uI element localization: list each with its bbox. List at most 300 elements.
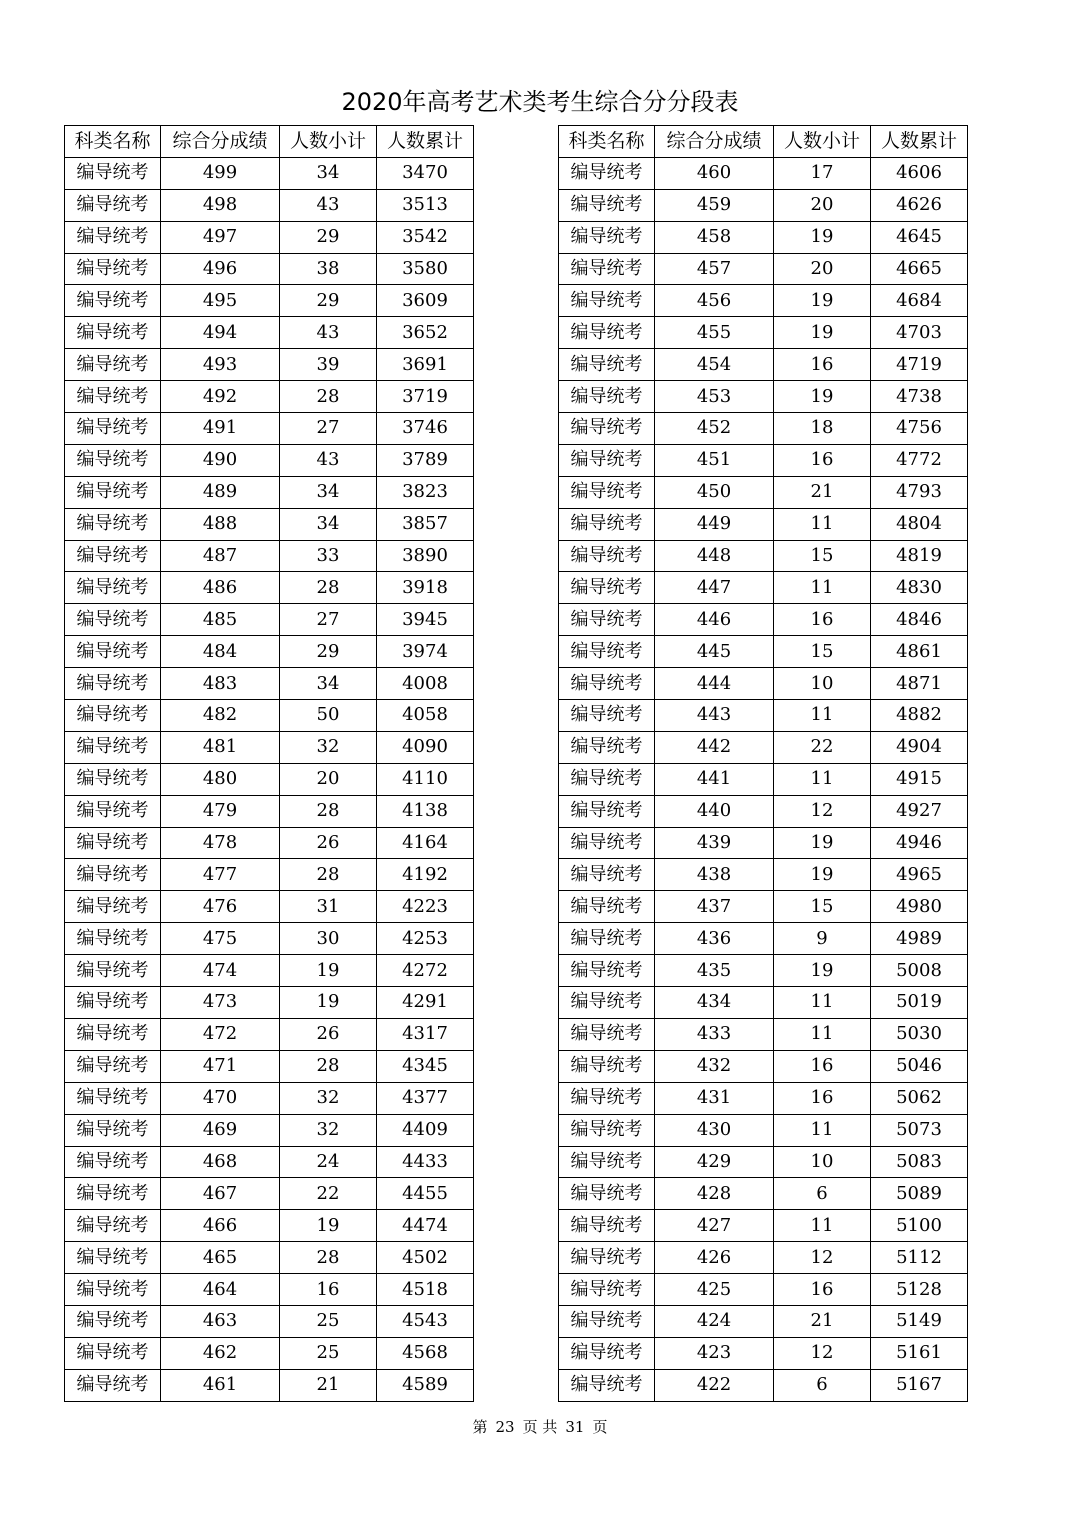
- cell-score: 436: [655, 923, 774, 955]
- cell-score: 459: [655, 189, 774, 221]
- cell-score: 494: [161, 317, 280, 349]
- cell-score: 492: [161, 381, 280, 413]
- cell-score: 487: [161, 540, 280, 572]
- cell-score: 440: [655, 795, 774, 827]
- cell-category: 编导统考: [559, 1082, 655, 1114]
- cell-category: 编导统考: [559, 604, 655, 636]
- cell-count: 19: [280, 987, 377, 1019]
- table-row: [65, 413, 474, 445]
- cell-category: 编导统考: [65, 1178, 161, 1210]
- cell-cumulative: 3691: [377, 349, 474, 381]
- cell-category: 编导统考: [559, 700, 655, 732]
- cell-count: 21: [774, 1305, 871, 1337]
- cell-count: 33: [280, 540, 377, 572]
- table-row: [65, 476, 474, 508]
- cell-count: 50: [280, 700, 377, 732]
- cell-score: 451: [655, 444, 774, 476]
- cell-score: 499: [161, 157, 280, 189]
- cell-category: 编导统考: [559, 1146, 655, 1178]
- cell-category: 编导统考: [559, 317, 655, 349]
- cell-category: 编导统考: [65, 413, 161, 445]
- table-row: [65, 1369, 474, 1401]
- header-cumulative: 人数累计: [377, 126, 474, 158]
- cell-cumulative: 5128: [871, 1274, 968, 1306]
- cell-category: 编导统考: [559, 923, 655, 955]
- cell-cumulative: 5008: [871, 955, 968, 987]
- cell-cumulative: 3890: [377, 540, 474, 572]
- cell-count: 19: [774, 285, 871, 317]
- table-row: [65, 444, 474, 476]
- cell-cumulative: 4223: [377, 891, 474, 923]
- cell-category: 编导统考: [559, 668, 655, 700]
- table-row: [559, 221, 968, 253]
- cell-cumulative: 4665: [871, 253, 968, 285]
- cell-count: 24: [280, 1146, 377, 1178]
- table-row: [65, 1050, 474, 1082]
- header-cumulative: 人数累计: [871, 126, 968, 158]
- cell-score: 444: [655, 668, 774, 700]
- cell-score: 460: [655, 157, 774, 189]
- table-row: [65, 572, 474, 604]
- cell-score: 423: [655, 1337, 774, 1369]
- footer-prefix: 第: [472, 1418, 488, 1436]
- cell-cumulative: 4703: [871, 317, 968, 349]
- cell-category: 编导统考: [559, 987, 655, 1019]
- cell-category: 编导统考: [559, 1369, 655, 1401]
- cell-cumulative: 4846: [871, 604, 968, 636]
- cell-score: 462: [161, 1337, 280, 1369]
- cell-category: 编导统考: [65, 859, 161, 891]
- cell-score: 482: [161, 700, 280, 732]
- cell-score: 432: [655, 1050, 774, 1082]
- score-table-left: [64, 125, 474, 1402]
- cell-count: 27: [280, 413, 377, 445]
- cell-cumulative: 4543: [377, 1305, 474, 1337]
- table-row: [559, 508, 968, 540]
- table-row: [559, 1369, 968, 1401]
- table-row: [65, 221, 474, 253]
- cell-count: 16: [774, 1050, 871, 1082]
- cell-count: 16: [774, 444, 871, 476]
- cell-count: 22: [280, 1178, 377, 1210]
- cell-score: 472: [161, 1018, 280, 1050]
- cell-count: 34: [280, 157, 377, 189]
- cell-category: 编导统考: [559, 763, 655, 795]
- cell-count: 32: [280, 1114, 377, 1146]
- cell-cumulative: 4738: [871, 381, 968, 413]
- table-row: [559, 1082, 968, 1114]
- cell-score: 486: [161, 572, 280, 604]
- cell-cumulative: 5149: [871, 1305, 968, 1337]
- table-row: [559, 1242, 968, 1274]
- cell-count: 29: [280, 285, 377, 317]
- table-row: [559, 1210, 968, 1242]
- cell-score: 443: [655, 700, 774, 732]
- cell-count: 25: [280, 1337, 377, 1369]
- cell-cumulative: 3945: [377, 604, 474, 636]
- cell-score: 469: [161, 1114, 280, 1146]
- cell-cumulative: 3823: [377, 476, 474, 508]
- cell-count: 21: [280, 1369, 377, 1401]
- cell-count: 28: [280, 572, 377, 604]
- cell-category: 编导统考: [559, 1050, 655, 1082]
- cell-count: 16: [774, 1274, 871, 1306]
- cell-cumulative: 4455: [377, 1178, 474, 1210]
- cell-cumulative: 3609: [377, 285, 474, 317]
- table-row: [559, 253, 968, 285]
- cell-score: 453: [655, 381, 774, 413]
- table-row: [65, 1114, 474, 1146]
- cell-category: 编导统考: [65, 827, 161, 859]
- table-row: [65, 731, 474, 763]
- cell-category: 编导统考: [559, 795, 655, 827]
- cell-category: 编导统考: [65, 189, 161, 221]
- cell-cumulative: 4915: [871, 763, 968, 795]
- cell-cumulative: 4989: [871, 923, 968, 955]
- cell-cumulative: 4317: [377, 1018, 474, 1050]
- cell-cumulative: 4138: [377, 795, 474, 827]
- cell-category: 编导统考: [65, 668, 161, 700]
- cell-cumulative: 3580: [377, 253, 474, 285]
- header-category: 科类名称: [559, 126, 655, 158]
- cell-cumulative: 4719: [871, 349, 968, 381]
- cell-count: 18: [774, 413, 871, 445]
- cell-cumulative: 3470: [377, 157, 474, 189]
- cell-score: 498: [161, 189, 280, 221]
- table-row: [559, 636, 968, 668]
- table-row: [559, 157, 968, 189]
- cell-cumulative: 5161: [871, 1337, 968, 1369]
- cell-category: 编导统考: [559, 540, 655, 572]
- footer-suffix: 页: [592, 1418, 608, 1436]
- cell-score: 490: [161, 444, 280, 476]
- cell-cumulative: 3542: [377, 221, 474, 253]
- cell-score: 473: [161, 987, 280, 1019]
- cell-score: 445: [655, 636, 774, 668]
- table-row: [559, 572, 968, 604]
- table-row: [559, 795, 968, 827]
- cell-count: 19: [774, 381, 871, 413]
- cell-score: 433: [655, 1018, 774, 1050]
- cell-score: 449: [655, 508, 774, 540]
- cell-score: 430: [655, 1114, 774, 1146]
- cell-category: 编导统考: [65, 157, 161, 189]
- cell-count: 15: [774, 891, 871, 923]
- table-row: [559, 731, 968, 763]
- cell-cumulative: 4291: [377, 987, 474, 1019]
- cell-cumulative: 5030: [871, 1018, 968, 1050]
- cell-category: 编导统考: [65, 444, 161, 476]
- cell-category: 编导统考: [559, 1305, 655, 1337]
- table-row: [559, 891, 968, 923]
- cell-category: 编导统考: [65, 253, 161, 285]
- cell-category: 编导统考: [65, 1305, 161, 1337]
- table-row: [559, 189, 968, 221]
- cell-category: 编导统考: [559, 891, 655, 923]
- cell-category: 编导统考: [559, 444, 655, 476]
- cell-score: 476: [161, 891, 280, 923]
- cell-category: 编导统考: [65, 731, 161, 763]
- cell-cumulative: 4377: [377, 1082, 474, 1114]
- cell-category: 编导统考: [65, 349, 161, 381]
- cell-category: 编导统考: [559, 157, 655, 189]
- cell-category: 编导统考: [559, 955, 655, 987]
- cell-count: 21: [774, 476, 871, 508]
- table-row: [559, 285, 968, 317]
- cell-category: 编导统考: [65, 1242, 161, 1274]
- cell-cumulative: 4819: [871, 540, 968, 572]
- cell-category: 编导统考: [65, 1210, 161, 1242]
- table-row: [65, 253, 474, 285]
- cell-count: 39: [280, 349, 377, 381]
- cell-category: 编导统考: [65, 795, 161, 827]
- cell-category: 编导统考: [65, 636, 161, 668]
- cell-count: 16: [774, 349, 871, 381]
- cell-count: 11: [774, 508, 871, 540]
- cell-category: 编导统考: [559, 731, 655, 763]
- cell-score: 439: [655, 827, 774, 859]
- cell-category: 编导统考: [559, 1274, 655, 1306]
- cell-score: 496: [161, 253, 280, 285]
- cell-cumulative: 4626: [871, 189, 968, 221]
- cell-category: 编导统考: [559, 636, 655, 668]
- cell-category: 编导统考: [65, 987, 161, 1019]
- table-row: [65, 1242, 474, 1274]
- cell-score: 456: [655, 285, 774, 317]
- footer-page-number: 23: [495, 1418, 515, 1436]
- cell-count: 25: [280, 1305, 377, 1337]
- cell-score: 425: [655, 1274, 774, 1306]
- footer-middle: 页 共: [522, 1418, 558, 1436]
- cell-count: 31: [280, 891, 377, 923]
- cell-cumulative: 4772: [871, 444, 968, 476]
- cell-count: 12: [774, 795, 871, 827]
- cell-score: 450: [655, 476, 774, 508]
- cell-category: 编导统考: [65, 763, 161, 795]
- cell-cumulative: 4927: [871, 795, 968, 827]
- cell-count: 11: [774, 987, 871, 1019]
- table-row: [559, 859, 968, 891]
- table-row: [65, 1210, 474, 1242]
- cell-score: 484: [161, 636, 280, 668]
- cell-count: 26: [280, 827, 377, 859]
- cell-count: 43: [280, 189, 377, 221]
- cell-count: 28: [280, 381, 377, 413]
- cell-score: 489: [161, 476, 280, 508]
- table-row: [65, 987, 474, 1019]
- cell-count: 28: [280, 859, 377, 891]
- cell-score: 479: [161, 795, 280, 827]
- cell-count: 19: [280, 1210, 377, 1242]
- table-row: [559, 827, 968, 859]
- cell-score: 497: [161, 221, 280, 253]
- cell-cumulative: 4645: [871, 221, 968, 253]
- cell-category: 编导统考: [65, 1369, 161, 1401]
- cell-count: 19: [280, 955, 377, 987]
- table-row: [65, 381, 474, 413]
- cell-cumulative: 4882: [871, 700, 968, 732]
- cell-count: 28: [280, 1242, 377, 1274]
- page-footer: [0, 1415, 1080, 1439]
- cell-score: 438: [655, 859, 774, 891]
- cell-cumulative: 5083: [871, 1146, 968, 1178]
- cell-count: 16: [774, 604, 871, 636]
- table-row: [559, 1050, 968, 1082]
- table-row: [559, 1337, 968, 1369]
- cell-category: 编导统考: [65, 1082, 161, 1114]
- table-row: [65, 763, 474, 795]
- page-title: 2020年高考艺术类考生综合分分段表: [341, 88, 739, 116]
- cell-count: 11: [774, 1114, 871, 1146]
- cell-category: 编导统考: [559, 508, 655, 540]
- cell-score: 428: [655, 1178, 774, 1210]
- cell-count: 6: [774, 1178, 871, 1210]
- cell-count: 16: [774, 1082, 871, 1114]
- cell-cumulative: 5100: [871, 1210, 968, 1242]
- cell-cumulative: 5046: [871, 1050, 968, 1082]
- table-row: [65, 1018, 474, 1050]
- cell-cumulative: 4110: [377, 763, 474, 795]
- cell-cumulative: 4589: [377, 1369, 474, 1401]
- cell-count: 10: [774, 1146, 871, 1178]
- cell-count: 11: [774, 572, 871, 604]
- cell-category: 编导统考: [65, 604, 161, 636]
- table-row: [65, 636, 474, 668]
- cell-category: 编导统考: [65, 1274, 161, 1306]
- cell-cumulative: 3746: [377, 413, 474, 445]
- cell-cumulative: 4871: [871, 668, 968, 700]
- cell-score: 478: [161, 827, 280, 859]
- cell-cumulative: 4253: [377, 923, 474, 955]
- cell-score: 464: [161, 1274, 280, 1306]
- cell-category: 编导统考: [559, 1242, 655, 1274]
- cell-cumulative: 3918: [377, 572, 474, 604]
- table-header-row: [559, 126, 968, 158]
- cell-score: 468: [161, 1146, 280, 1178]
- cell-category: 编导统考: [65, 381, 161, 413]
- cell-cumulative: 5167: [871, 1369, 968, 1401]
- cell-score: 485: [161, 604, 280, 636]
- table-row: [65, 955, 474, 987]
- cell-count: 12: [774, 1242, 871, 1274]
- cell-count: 27: [280, 604, 377, 636]
- header-count: 人数小计: [280, 126, 377, 158]
- cell-category: 编导统考: [559, 1018, 655, 1050]
- table-row: [559, 1305, 968, 1337]
- table-row: [65, 157, 474, 189]
- cell-cumulative: 4474: [377, 1210, 474, 1242]
- cell-count: 6: [774, 1369, 871, 1401]
- cell-category: 编导统考: [559, 1210, 655, 1242]
- header-category: 科类名称: [65, 126, 161, 158]
- table-row: [559, 604, 968, 636]
- table-row: [559, 700, 968, 732]
- cell-count: 9: [774, 923, 871, 955]
- cell-count: 11: [774, 1018, 871, 1050]
- cell-count: 34: [280, 508, 377, 540]
- table-row: [65, 859, 474, 891]
- table-row: [65, 349, 474, 381]
- table-row: [559, 349, 968, 381]
- cell-category: 编导统考: [559, 253, 655, 285]
- cell-cumulative: 4090: [377, 731, 474, 763]
- score-table-right: [558, 125, 968, 1402]
- table-row: [65, 795, 474, 827]
- cell-count: 29: [280, 636, 377, 668]
- table-row: [65, 1178, 474, 1210]
- table-row: [65, 1305, 474, 1337]
- table-row: [65, 604, 474, 636]
- cell-score: 446: [655, 604, 774, 636]
- cell-category: 编导统考: [559, 285, 655, 317]
- table-row: [559, 540, 968, 572]
- footer-total-pages: 31: [565, 1418, 585, 1436]
- cell-cumulative: 4606: [871, 157, 968, 189]
- cell-count: 26: [280, 1018, 377, 1050]
- cell-cumulative: 5019: [871, 987, 968, 1019]
- cell-score: 442: [655, 731, 774, 763]
- cell-count: 17: [774, 157, 871, 189]
- cell-score: 457: [655, 253, 774, 285]
- table-row: [65, 1274, 474, 1306]
- cell-category: 编导统考: [65, 891, 161, 923]
- table-row: [65, 891, 474, 923]
- cell-count: 29: [280, 221, 377, 253]
- cell-score: 488: [161, 508, 280, 540]
- cell-cumulative: 4793: [871, 476, 968, 508]
- table-row: [559, 476, 968, 508]
- cell-count: 11: [774, 763, 871, 795]
- cell-category: 编导统考: [559, 221, 655, 253]
- cell-cumulative: 4830: [871, 572, 968, 604]
- cell-cumulative: 4904: [871, 731, 968, 763]
- cell-count: 20: [280, 763, 377, 795]
- cell-category: 编导统考: [65, 221, 161, 253]
- cell-count: 11: [774, 1210, 871, 1242]
- cell-count: 19: [774, 317, 871, 349]
- cell-score: 471: [161, 1050, 280, 1082]
- cell-cumulative: 4946: [871, 827, 968, 859]
- cell-count: 32: [280, 731, 377, 763]
- cell-category: 编导统考: [559, 1114, 655, 1146]
- cell-count: 30: [280, 923, 377, 955]
- cell-score: 448: [655, 540, 774, 572]
- cell-cumulative: 4518: [377, 1274, 474, 1306]
- cell-cumulative: 3974: [377, 636, 474, 668]
- cell-count: 34: [280, 668, 377, 700]
- cell-count: 20: [774, 189, 871, 221]
- cell-score: 467: [161, 1178, 280, 1210]
- table-row: [65, 508, 474, 540]
- cell-category: 编导统考: [559, 1178, 655, 1210]
- cell-cumulative: 3652: [377, 317, 474, 349]
- table-row: [559, 1018, 968, 1050]
- cell-score: 461: [161, 1369, 280, 1401]
- cell-score: 455: [655, 317, 774, 349]
- cell-cumulative: 4433: [377, 1146, 474, 1178]
- table-row: [559, 923, 968, 955]
- cell-category: 编导统考: [559, 381, 655, 413]
- table-row: [559, 763, 968, 795]
- cell-count: 19: [774, 221, 871, 253]
- cell-category: 编导统考: [65, 1050, 161, 1082]
- table-row: [65, 700, 474, 732]
- cell-cumulative: 5073: [871, 1114, 968, 1146]
- cell-score: 475: [161, 923, 280, 955]
- cell-score: 483: [161, 668, 280, 700]
- cell-score: 458: [655, 221, 774, 253]
- cell-score: 429: [655, 1146, 774, 1178]
